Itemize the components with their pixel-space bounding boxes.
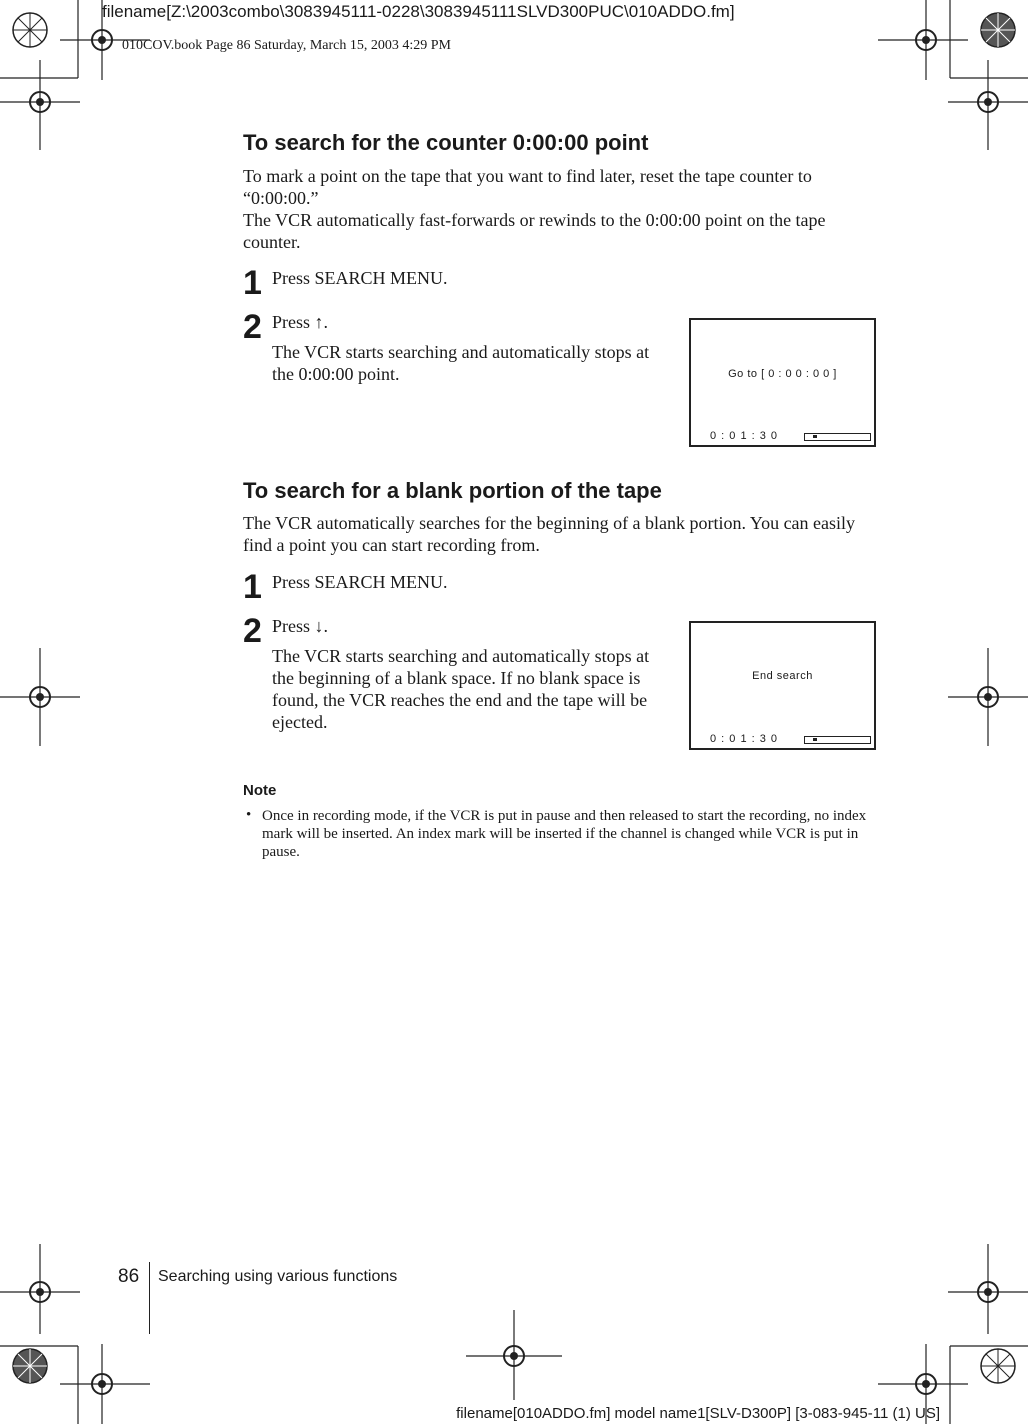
step-text: Press ↑. <box>272 312 329 332</box>
step-number: 1 <box>243 568 262 606</box>
step-number: 2 <box>243 612 262 650</box>
step-number: 2 <box>243 308 262 346</box>
header-book-info: 010COV.book Page 86 Saturday, March 15, 2003 4:29 PM <box>122 38 451 53</box>
footer-section-title: Searching using various functions <box>158 1268 398 1285</box>
step-text: Press SEARCH MENU. <box>272 268 448 288</box>
tape-position-marker <box>813 738 817 741</box>
step-text: Press ↓. <box>272 616 329 636</box>
tv-screen-end-search <box>689 621 876 750</box>
tv-screen-goto <box>689 318 876 447</box>
section1-intro2: The VCR automatically fast-forwards or rewinds to the 0:00:00 point on the tape counter. <box>243 210 826 252</box>
section1-title: To search for the counter 0:00:00 point <box>243 130 649 155</box>
note-text: Once in recording mode, if the VCR is put in pause and then released to start the recording, no index mark will be inserted. An index mark will be inserted if the channel is changed while VCR is put in pause. <box>262 808 867 860</box>
section2-intro: The VCR automatically searches for the beginning of a blank portion. You can easily find a point you can start recording from. <box>243 513 856 555</box>
tape-position-bar <box>804 736 871 744</box>
step-text: Press SEARCH MENU. <box>272 572 448 592</box>
tape-position-marker <box>813 435 817 438</box>
screen-counter: 0 : 0 1 : 3 0 <box>710 733 779 745</box>
step-number: 1 <box>243 264 262 302</box>
step-description: The VCR starts searching and automatically stops at the beginning of a blank space. If no blank space is found, the VCR reaches the end and the tape will be ejected. <box>272 646 650 732</box>
section1-intro: To mark a point on the tape that you want to find later, reset the tape counter to “0:00:00.” <box>243 166 812 208</box>
section2-title: To search for a blank portion of the tape <box>243 478 662 503</box>
note-bullet: • <box>246 807 252 823</box>
screen-message: Go to [ 0 : 0 0 : 0 0 ] <box>728 368 837 380</box>
footer-file-info: filename[010ADDO.fm] model name1[SLV-D300P] [3-083-945-11 (1) US] <box>456 1405 940 1422</box>
screen-message: End search <box>752 670 813 682</box>
page-number: 86 <box>118 1266 140 1287</box>
step-description: The VCR starts searching and automatically stops at the 0:00:00 point. <box>272 342 650 384</box>
screen-counter: 0 : 0 1 : 3 0 <box>710 430 779 442</box>
header-filename: filename[Z:\2003combo\3083945111-0228\3083945111SLVD300PUC\010ADDO.fm] <box>102 2 735 21</box>
note-title: Note <box>243 782 277 799</box>
tape-position-bar <box>804 433 871 441</box>
footer-divider <box>149 1262 150 1334</box>
